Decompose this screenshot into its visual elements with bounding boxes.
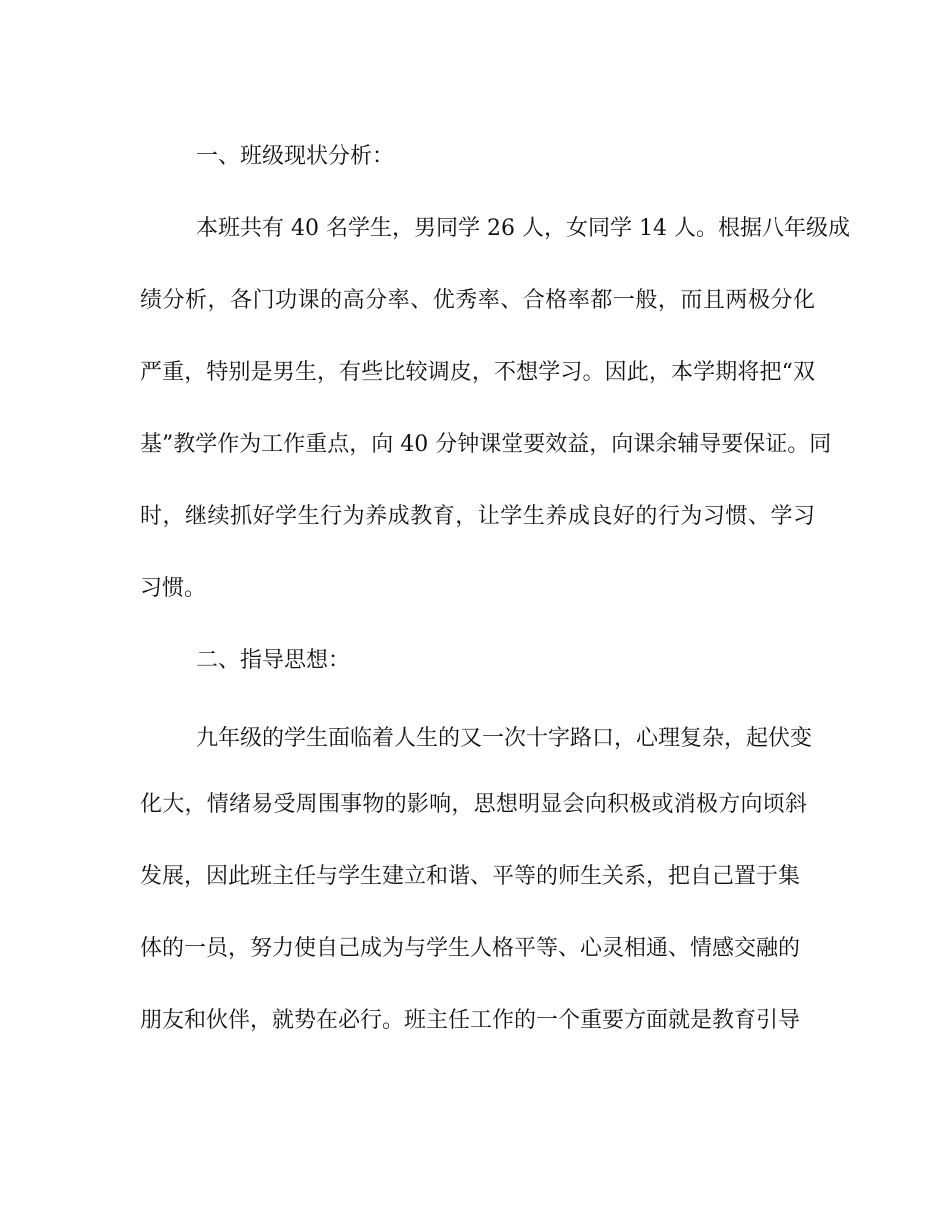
- paragraph-1-line-2: 绩分析，各门功课的高分率、优秀率、合格率都一般，而且两极分化: [140, 288, 815, 313]
- section-heading-2: 二、指导思想：: [196, 648, 351, 673]
- paragraph-2-line-2: 化大，情绪易受周围事物的影响，思想明显会向积极或消极方向顷斜: [140, 792, 807, 817]
- paragraph-2-line-3: 发展，因此班主任与学生建立和谐、平等的师生关系，把自己置于集: [140, 864, 801, 889]
- paragraph-2-line-5: 朋友和伙伴，就势在必行。班主任工作的一个重要方面就是教育引导: [140, 1008, 801, 1033]
- paragraph-1-line-1: 本班共有 40 名学生，男同学 26 人，女同学 14 人。根据八年级成: [196, 216, 850, 241]
- paragraph-2-line-4: 体的一员，努力使自己成为与学生人格平等、心灵相通、情感交融的: [140, 936, 801, 961]
- paragraph-2-line-1: 九年级的学生面临着人生的又一次十字路口，心理复杂，起伏变: [196, 726, 813, 751]
- paragraph-1-line-4: 基”教学作为工作重点，向 40 分钟课堂要效益，向课余辅导要保证。同: [140, 432, 832, 457]
- section-heading-1: 一、班级现状分析：: [196, 144, 395, 169]
- paragraph-1-line-3: 严重，特别是男生，有些比较调皮，不想学习。因此，本学期将把“双: [140, 360, 815, 385]
- paragraph-1-line-6: 习惯。: [140, 576, 207, 601]
- paragraph-1-line-5: 时，继续抓好学生行为养成教育，让学生养成良好的行为习惯、学习: [140, 504, 815, 529]
